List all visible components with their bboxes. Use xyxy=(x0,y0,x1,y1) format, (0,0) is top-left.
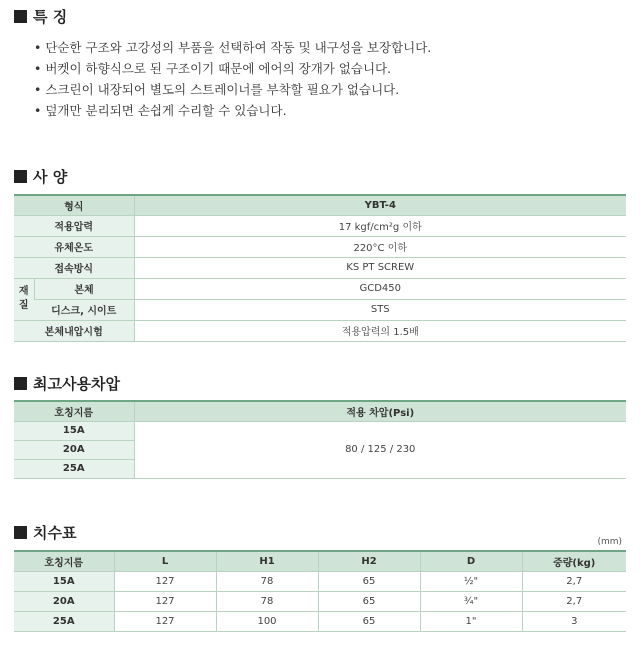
spec-table xyxy=(14,194,626,342)
table-row: 접속방식 KS PT SCREW xyxy=(14,257,626,278)
feature-item: • 버켓이 하향식으로 된 구조이기 때문에 에어의 장개가 없습니다. xyxy=(34,61,392,76)
pressure-table xyxy=(14,400,626,479)
table-row: 15A 80 / 125 / 230 xyxy=(14,421,626,440)
pressure-value: 80 / 125 / 230 xyxy=(134,421,626,478)
table-row: 재 질 본체 GCD450 xyxy=(14,278,626,299)
dimensions-title: 치수표 xyxy=(14,522,76,543)
table-row: 20A xyxy=(14,440,626,459)
square-bullet-icon xyxy=(14,170,27,183)
features-list xyxy=(34,37,431,121)
table-row: 25A 127 100 65 1" 3 xyxy=(14,611,626,631)
unit-label: (mm) xyxy=(597,537,622,547)
table-row: 적용압력 17 kgf/cm²g 이하 xyxy=(14,215,626,236)
table-row: 25A xyxy=(14,459,626,478)
table-row: 호칭지름 L H1 H2 D 중량(kg) xyxy=(14,551,626,571)
spec-title: 사 양 xyxy=(14,166,67,187)
table-row: 디스크, 시이트 STS xyxy=(14,299,626,320)
square-bullet-icon xyxy=(14,377,27,390)
feature-item: • 단순한 구조와 고강성의 부품을 선택하여 작동 및 내구성을 보장합니다. xyxy=(34,40,432,55)
table-row: 본체내압시험 적용압력의 1.5배 xyxy=(14,320,626,341)
square-bullet-icon xyxy=(14,526,27,539)
table-row: 호칭지름 적용 차압(Psi) xyxy=(14,401,626,421)
material-group-label: 재 질 xyxy=(14,278,34,320)
table-row: 20A 127 78 65 ¾" 2,7 xyxy=(14,591,626,611)
table-row: 15A 127 78 65 ½" 2,7 xyxy=(14,571,626,591)
dimensions-table xyxy=(14,550,626,632)
feature-item: • 덮개만 분리되면 손쉽게 수리할 수 있습니다. xyxy=(34,103,287,118)
square-bullet-icon xyxy=(14,10,27,23)
feature-item: • 스크린이 내장되어 별도의 스트레이너를 부착할 필요가 없습니다. xyxy=(34,82,400,97)
table-row: 형식 YBT-4 xyxy=(14,195,626,215)
features-title: 특 징 xyxy=(14,6,67,27)
table-row: 유체온도 220°C 이하 xyxy=(14,236,626,257)
pressure-title: 최고사용차압 xyxy=(14,373,120,394)
